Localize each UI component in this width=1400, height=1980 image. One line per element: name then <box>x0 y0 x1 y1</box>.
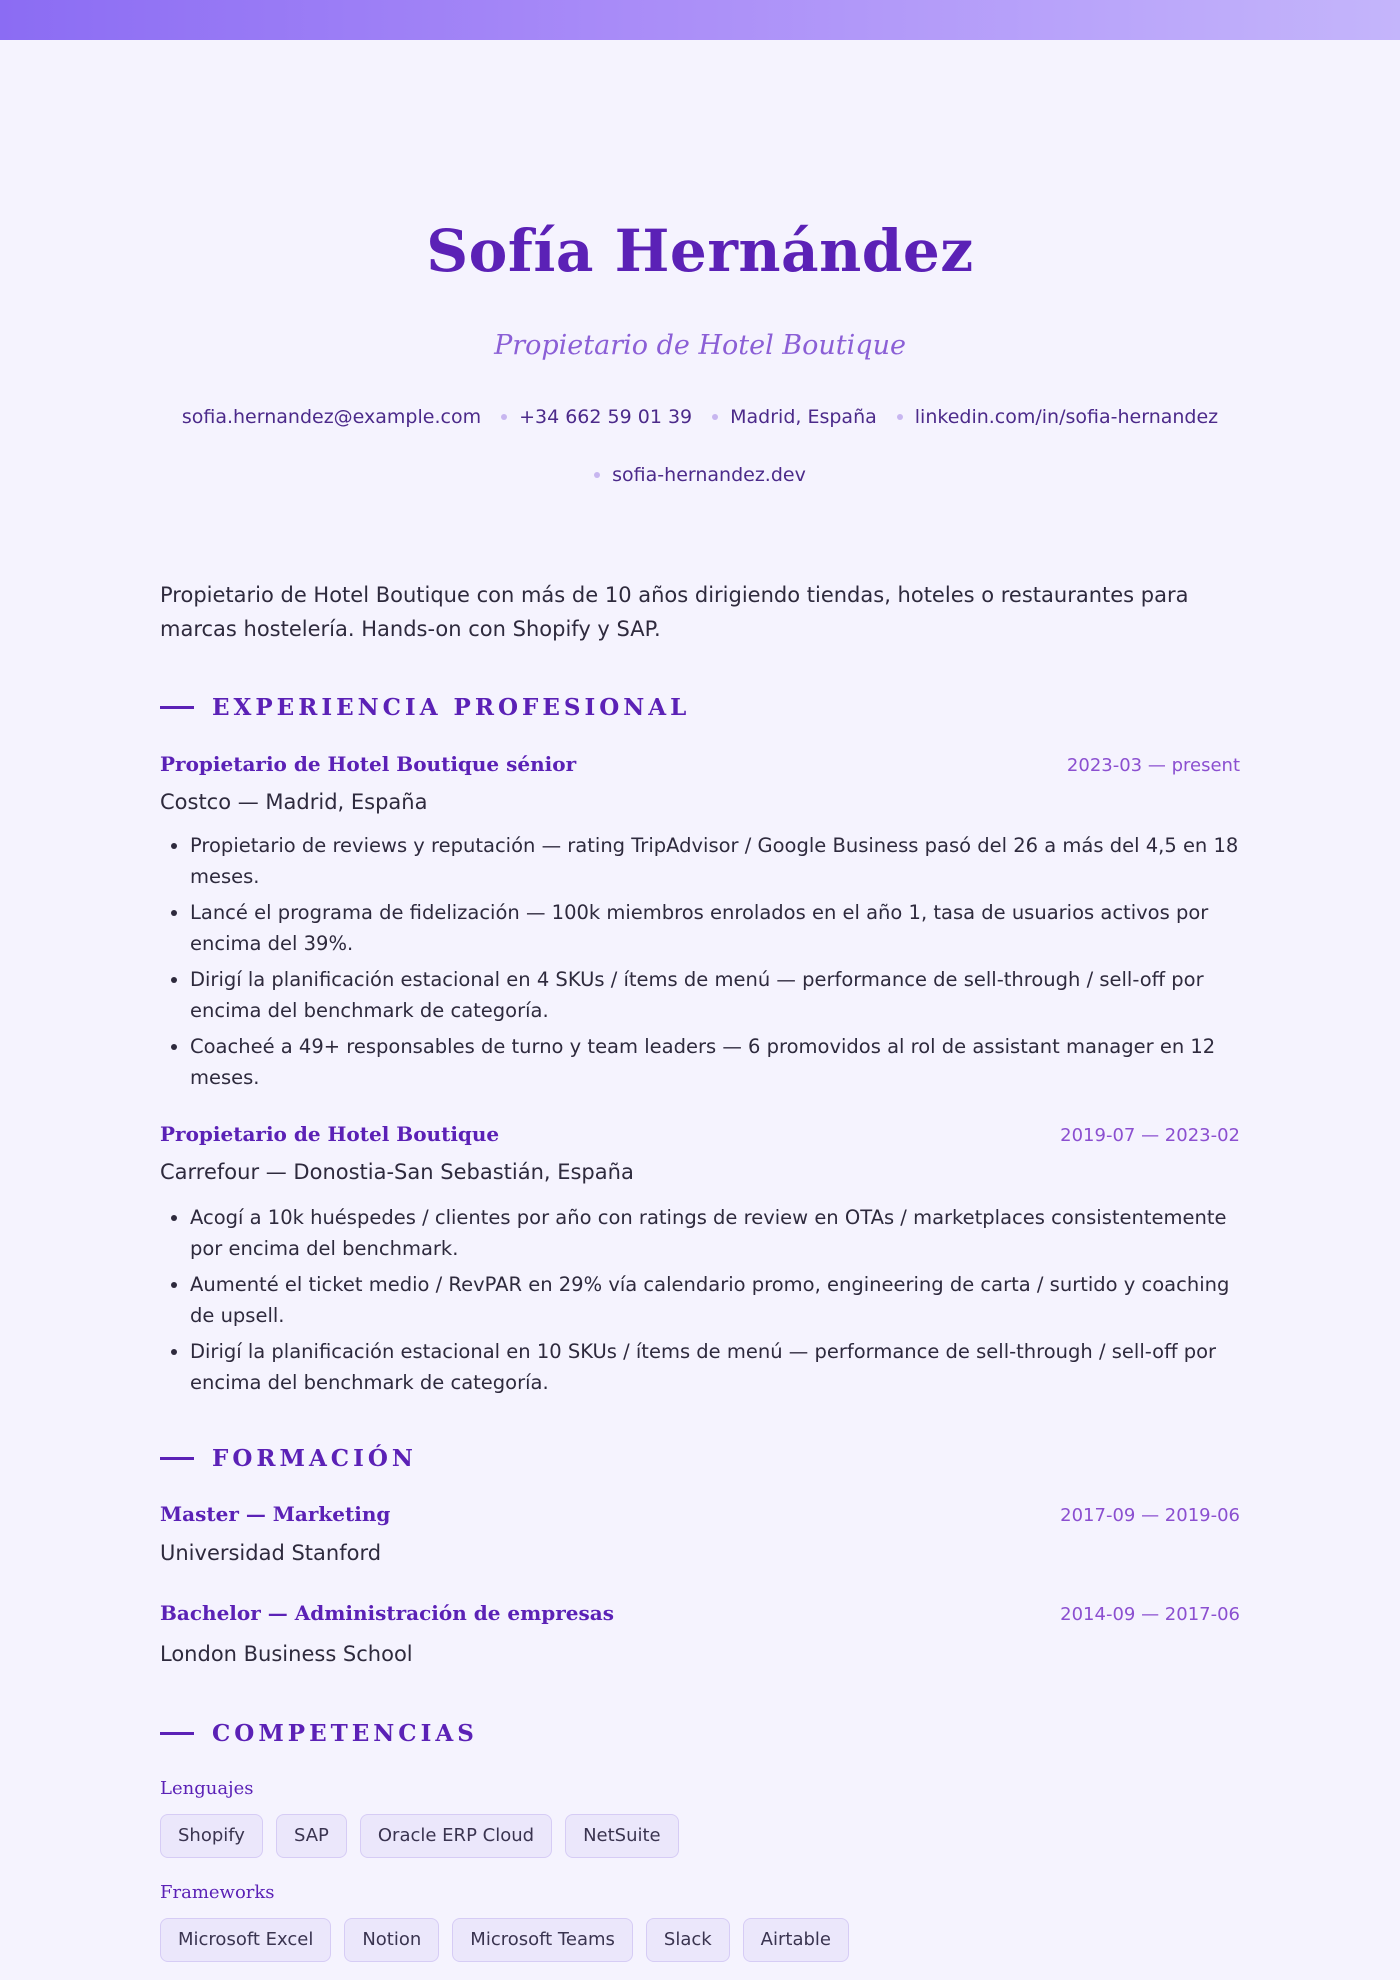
degree-title: Bachelor — Administración de empresas <box>160 1601 615 1625</box>
skill-tag: Microsoft Excel <box>160 1918 331 1962</box>
section-rule <box>160 1457 194 1460</box>
contact-text: +34 662 59 01 39 <box>519 406 693 428</box>
contact-linkedin[interactable] <box>897 400 1218 434</box>
skill-tag: Notion <box>344 1918 439 1962</box>
skill-tags <box>160 1918 849 1962</box>
school-name: London Business School <box>160 1642 413 1666</box>
education-header <box>160 1601 1240 1625</box>
job-title: Propietario de Hotel Boutique sénior <box>160 752 577 776</box>
candidate-name: Sofía Hernández <box>426 217 974 285</box>
top-accent-bar <box>0 0 1400 40</box>
job-dates: 2023-03 — present <box>1066 755 1240 776</box>
skill-tag: Shopify <box>160 1814 263 1858</box>
contact-website[interactable] <box>594 458 806 492</box>
contact-text: Madrid, España <box>730 406 877 428</box>
separator-dot-icon <box>501 414 507 420</box>
list-item: • Acogí a 10k huéspedes / clientes por año con ratings de review en OTAs / marketplaces consistentemente por encima del benchmark. <box>190 1202 1240 1264</box>
list-item: • Dirigí la planificación estacional en 10 SKUs / ítems de menú — performance de sell-through / sell-off por encima del benchmark de categoría. <box>190 1336 1240 1398</box>
section-title-education <box>160 1445 417 1472</box>
contact-text: sofia.hernandez@example.com <box>181 406 482 428</box>
skill-group-label: Lenguajes <box>160 1778 254 1799</box>
contact-location <box>712 400 877 434</box>
job-bullets <box>160 1202 1240 1403</box>
contact-phone[interactable] <box>501 400 692 434</box>
list-item: • Lancé el programa de fidelización — 100k miembros enrolados en el año 1, tasa de usuarios activos por encima del 39%. <box>190 897 1240 959</box>
education-dates: 2014-09 — 2017-06 <box>1060 1604 1240 1625</box>
list-item: • Coacheé a 49+ responsables de turno y team leaders — 6 promovidos al rol de assistant manager en 12 meses. <box>190 1031 1240 1093</box>
list-item: • Aumenté el ticket medio / RevPAR en 29% vía calendario promo, engineering de carta / surtido y coaching de upsell. <box>190 1269 1240 1331</box>
skill-tag: Microsoft Teams <box>452 1918 633 1962</box>
candidate-role: Propietario de Hotel Boutique <box>494 330 906 361</box>
job-company: Costco — Madrid, España <box>160 790 428 814</box>
contact-text: sofia-hernandez.dev <box>612 464 806 486</box>
section-title-text: COMPETENCIAS <box>212 1720 478 1747</box>
section-title-text: EXPERIENCIA PROFESIONAL <box>212 694 691 721</box>
job-header <box>160 752 1240 776</box>
section-title-experience <box>160 694 690 721</box>
job-dates: 2019-07 — 2023-02 <box>1060 1125 1240 1146</box>
contact-text: linkedin.com/in/sofia-hernandez <box>914 406 1219 428</box>
section-title-text: FORMACIÓN <box>212 1445 417 1472</box>
skill-tag: NetSuite <box>565 1814 679 1858</box>
contact-list <box>130 400 1270 492</box>
separator-dot-icon <box>712 414 718 420</box>
list-item: • Propietario de reviews y reputación — rating TripAdvisor / Google Business pasó del 26 a más del 4,5 en 18 meses. <box>190 830 1240 892</box>
skill-tag: Slack <box>646 1918 730 1962</box>
skill-tag: Oracle ERP Cloud <box>360 1814 552 1858</box>
skill-tag: Airtable <box>743 1918 849 1962</box>
section-title-skills <box>160 1720 478 1747</box>
skill-tag: SAP <box>276 1814 347 1858</box>
separator-dot-icon <box>897 414 903 420</box>
skill-group-label: Frameworks <box>160 1882 275 1903</box>
skill-tags <box>160 1814 679 1858</box>
profile-summary: Propietario de Hotel Boutique con más de 10 años dirigiendo tiendas, hoteles o restaurantes para marcas hostelería. Hands-on con Shopify y SAP. <box>160 583 1189 641</box>
degree-title: Master — Marketing <box>160 1502 391 1526</box>
education-dates: 2017-09 — 2019-06 <box>1060 1505 1240 1526</box>
list-item: • Dirigí la planificación estacional en 4 SKUs / ítems de menú — performance de sell-through / sell-off por encima del benchmark de categoría. <box>190 964 1240 1026</box>
job-bullets <box>160 830 1240 1098</box>
section-rule <box>160 1732 194 1735</box>
separator-dot-icon <box>594 472 600 478</box>
school-name: Universidad Stanford <box>160 1541 382 1565</box>
section-rule <box>160 706 194 709</box>
contact-email[interactable] <box>182 400 481 434</box>
job-header <box>160 1122 1240 1146</box>
job-company: Carrefour — Donostia-San Sebastián, España <box>160 1160 634 1184</box>
job-title: Propietario de Hotel Boutique <box>160 1122 500 1146</box>
education-header <box>160 1502 1240 1526</box>
